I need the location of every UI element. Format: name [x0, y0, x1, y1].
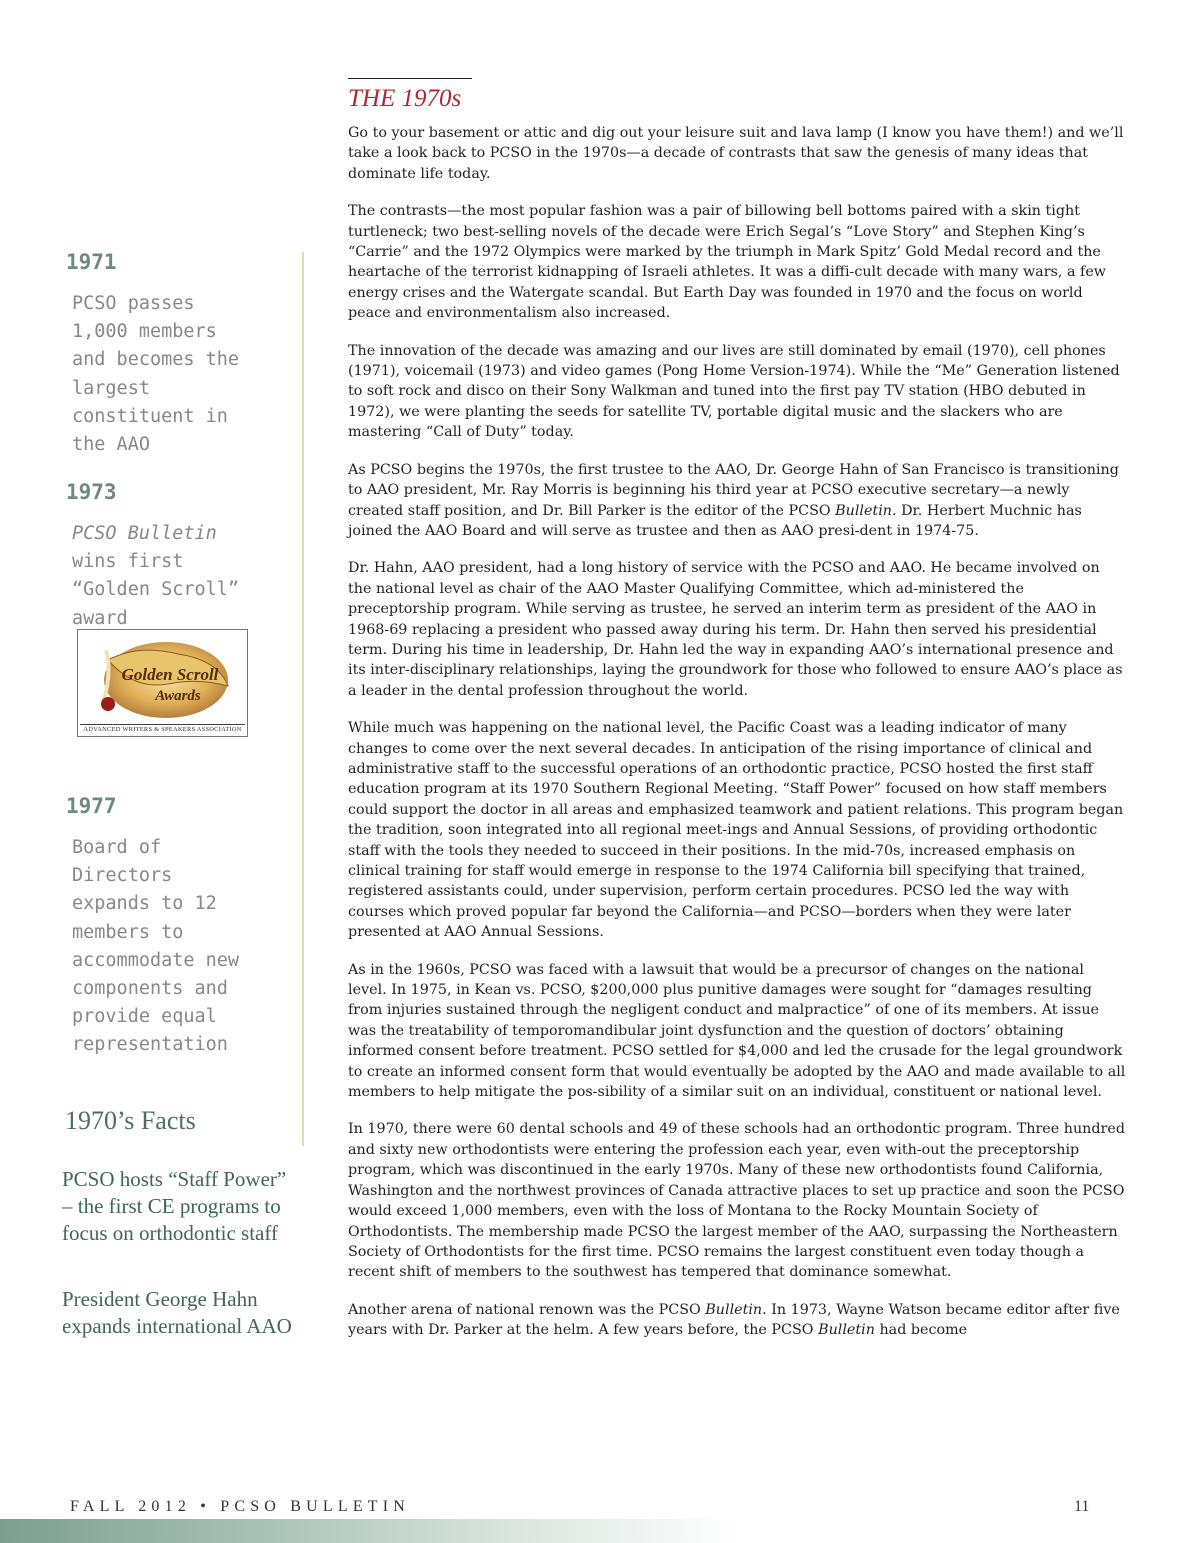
milestone-year: 1973	[66, 480, 117, 504]
milestone-1971	[66, 250, 256, 459]
bulletin-italic: Bulletin.	[835, 502, 897, 519]
paragraph-lawsuit: As in the 1960s, PCSO was faced with a lawsuit that would be a precursor of changes on the national level. In 1975, in Kean vs. PCSO, $200,000 plus punitive damages were sought for “damages resulting from injuries sustained through the negligent conduct and malpractice” of one of its members. At issue was the treatability of temporomandibular joint dysfunction and the question of doctors’ obtaining informed consent before treatment. PCSO settled for $4,000 and led the crusade for the legal groundwork to create an informed consent form that would eventually be adopted by the AAO and made available to all members to help mitigate the pos-sibility of a similar suit on an individual, constituent or national level.	[348, 961, 1126, 1101]
article	[348, 78, 1126, 1358]
milestone-text: Board of Directors expands to 12 members to accommodate new components and provide equal representation	[72, 837, 240, 1056]
golden-scroll-logo	[77, 629, 248, 737]
milestone-text: PCSO passes 1,000 members and becomes the largest constituent in the AAO	[72, 293, 240, 456]
sidebar-divider	[302, 252, 304, 1146]
paragraph-leadership: As PCSO begins the 1970s, the first trustee to the AAO, Dr. George Hahn of San Francisco is transitioning to AAO president, Mr. Ray Morris is beginning his third year at PCSO executive secretary—a newly created staff position, and Dr. Bill Parker is the editor of the PCSO Bulletin. Dr. Herbert Muchnic has joined the AAO Board and will serve as trustee and then as AAO presi-dent in 1974-75.	[348, 461, 1119, 539]
facts-heading: 1970’s Facts	[65, 1106, 196, 1135]
page-number: 11	[1074, 1498, 1090, 1515]
paragraph-schools: In 1970, there were 60 dental schools and 49 of these schools had an orthodontic program. Three hundred and sixty new orthodontists were entering the profession each year, even with-out the preceptorship program, which was discontinued in the early 1970s. Many of these new orthodontists found California, Washington and the northwest provinces of Canada attractive places to set up practice and soon the PCSO would exceed 1,000 members, even with the loss of Montana to the Rocky Mountain Society of Orthodontists. The membership made PCSO the largest member of the AAO, surpassing the Northeastern Society of Orthodontists for the first time. PCSO remains the largest constituent even today though a recent shift of members to the southwest has tempered that dominance somewhat.	[348, 1121, 1125, 1281]
paragraph-bulletin: Another arena of national renown was the PCSO Bulletin. In 1973, Wayne Watson became editor after five years with Dr. Parker at the helm. A few years before, the PCSO Bulletin had become	[348, 1301, 1120, 1339]
footer-band	[0, 1519, 740, 1543]
bulletin-italic: Bulletin	[818, 1322, 875, 1339]
milestone-year: 1971	[66, 250, 117, 274]
milestone-text: PCSO Bulletin wins first “Golden Scroll” award	[72, 523, 240, 629]
logo-caption: ADVANCED WRITERS & SPEAKERS ASSOCIATION	[80, 724, 245, 733]
milestone-1977	[66, 794, 256, 1060]
svg-text:Awards: Awards	[155, 688, 201, 704]
golden-scroll-emblem-icon	[78, 630, 247, 722]
paragraph-innovation: The innovation of the decade was amazing and our lives are still dominated by email (1970), cell phones (1971), voicemail (1973) and video games (Pong Home Version-1974). While the “Me” Generation listened to soft rock and disco on their Sony Walkman and tuned into the first pay TV station (HBO debuted in 1972), we were planting the seeds for satellite TV, portable digital music and the slackers who are mastering “Call of Duty” today.	[348, 342, 1120, 441]
paragraph-contrasts: The contrasts—the most popular fashion was a pair of billowing bell bottoms paired with a skin tight turtleneck; two best-selling novels of the decade were Erich Segal’s “Love Story” and Stephen King’s “Carrie” and the 1972 Olympics were marked by the triumph in Mark Spitz’ Gold Medal record and the heartache of the terrorist kidnapping of Israeli athletes. It was a diffi-cult decade with many wars, a few energy crises and the Watergate scandal. But Earth Day was founded in 1970 and the focus on world peace and environmentalism also increased.	[348, 203, 1107, 322]
article-title: THE 1970s	[348, 85, 462, 112]
paragraph-hahn: Dr. Hahn, AAO president, had a long history of service with the PCSO and AAO. He became involved on the national level as chair of the AAO Master Qualifying Committee, which ad-ministered the preceptorship program. While serving as trustee, he served an interim term as president of the AAO in 1968-69 replacing a president who passed away during his term. Dr. Hahn then served his presidential term. During his time in leadership, Dr. Hahn led the way in expanding AAO’s international presence and its inter-disciplinary relationships, laying the groundwork for those who followed to ensure AAO’s place as a leader in the dental profession throughout the world.	[348, 560, 1123, 699]
paragraph-intro: Go to your basement or attic and dig out your leisure suit and lava lamp (I know you have them!) and we’ll take a look back to PCSO in the 1970s—a decade of contrasts that saw the genesis of many ideas that dominate life today.	[348, 125, 1124, 182]
fact-item: PCSO hosts “Staff Power” – the first CE programs to focus on orthodontic staff	[62, 1167, 287, 1245]
bulletin-italic: Bulletin.	[705, 1301, 767, 1318]
svg-text:Golden Scroll: Golden Scroll	[121, 665, 219, 684]
milestone-year: 1977	[66, 794, 117, 818]
paragraph-staff: While much was happening on the national level, the Pacific Coast was a leading indicator of many changes to come over the next several decades. In anticipation of the rising importance of clinical and administrative staff to the successful operations of an orthodontic practice, PCSO hosted the first staff education program at its 1970 Southern Regional Meeting. “Staff Power” focused on how staff members could support the doctor in all areas and emphasized teamwork and patient relations. This program began the tradition, soon integrated into all regional meet-ings and Annual Sessions, of providing orthodontic staff with the tools they needed to succeed in their positions. In the mid-70s, increased emphasis on clinical training for staff would emerge in response to the 1974 California bill specifying that trained, registered assistants could, under supervision, perform certain procedures. PCSO led the way with courses which proved popular far beyond the California—and PCSO—borders when they were later presented at AAO Annual Sessions.	[348, 720, 1124, 941]
milestone-1973	[66, 480, 256, 633]
footer-publication: FALL 2012 • PCSO BULLETIN	[70, 1498, 411, 1515]
title-rule	[348, 78, 472, 79]
fact-item: President George Hahn expands international AAO	[62, 1287, 292, 1338]
